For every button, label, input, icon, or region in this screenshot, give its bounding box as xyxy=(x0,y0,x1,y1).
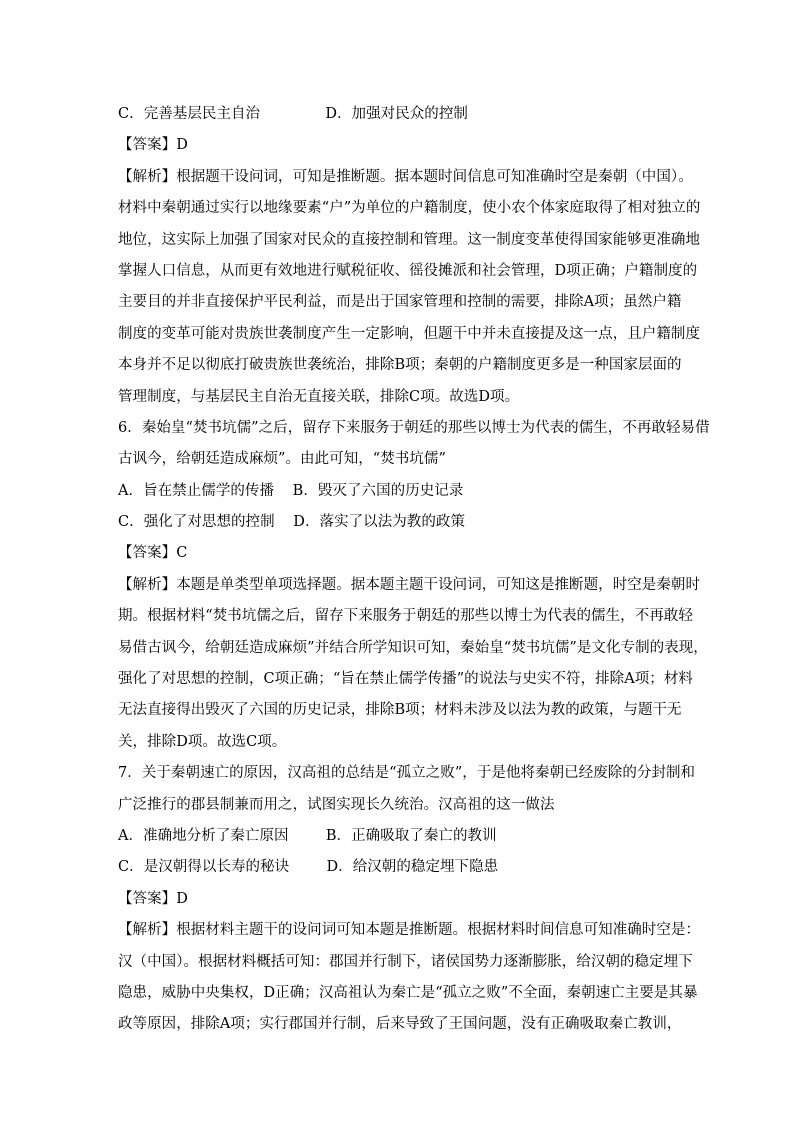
document-page xyxy=(118,99,710,1041)
option-row-c-d: C．是汉朝得以长寿的秘诀 D．给汉朝的稳定埋下隐患 xyxy=(118,859,499,876)
analysis-line: 掌握人口信息，从而更有效地进行赋税征收、徭役摊派和社会管理，D项正确；户籍制度的 xyxy=(118,262,698,279)
analysis-line: 【解析】根据题干设问词，可知是推断题。据本题时间信息可知准确时空是秦朝（中国）。 xyxy=(118,168,693,185)
question-6-stem: 古讽今，给朝廷造成麻烦”。由此可知，“焚书坑儒” xyxy=(118,451,446,468)
analysis-line: 制度的变革可能对贵族世袭制度产生一定影响，但题干中并未直接提及这一点，且户籍制度 xyxy=(118,325,700,342)
option-row-c-d: C．强化了对思想的控制 D．落实了以法为教的政策 xyxy=(118,514,466,531)
answer-label: 【答案】C xyxy=(118,545,188,562)
answer-label: 【答案】D xyxy=(118,890,188,907)
answer-label: 【答案】D xyxy=(118,137,188,154)
question-7-stem: 广泛推行的郡县制兼而用之，试图实现长久统治。汉高祖的这一做法 xyxy=(118,796,555,813)
analysis-line: 政等原因，排除A项；实行郡国并行制，后来导致了王国问题，没有正确吸取秦亡教训， xyxy=(118,1016,682,1033)
option-row-a-b: A．旨在禁止儒学的传播 B．毁灭了六国的历史记录 xyxy=(118,482,464,499)
analysis-line: 主要目的并非直接保护平民利益，而是出于国家管理和控制的需要，排除A项；虽然户籍 xyxy=(118,294,682,311)
analysis-line: 易借古讽今，给朝廷造成麻烦”并结合所学知识可知，秦始皇“焚书坑儒”是文化专制的表现， xyxy=(118,639,708,656)
analysis-line: 管理制度，与基层民主自治无直接关联，排除C项。故选D项。 xyxy=(118,388,520,405)
question-7-stem: 7．关于秦朝速亡的原因，汉高祖的总结是“孤立之败”，于是他将秦朝已经废除的分封制和 xyxy=(118,765,696,782)
analysis-line: 材料中秦朝通过实行以地缘要素“户”为单位的户籍制度，使小农个体家庭取得了相对独立的 xyxy=(118,200,701,217)
analysis-line: 本身并不足以彻底打破贵族世袭统治，排除B项；秦朝的户籍制度更多是一种国家层面的 xyxy=(118,357,682,374)
analysis-line: 【解析】本题是单类型单项选择题。据本题主题干设问词，可知这是推断题，时空是秦朝时 xyxy=(118,576,700,593)
analysis-line: 期。根据材料“焚书坑儒之后，留存下来服务于朝廷的那些以博士为代表的儒生，不再敢轻 xyxy=(118,608,693,625)
option-row-c-d: C．完善基层民主自治 D．加强对民众的控制 xyxy=(118,106,468,122)
analysis-line: 强化了对思想的控制，C项正确；“旨在禁止儒学传播”的说法与史实不符，排除A项；材料 xyxy=(118,671,693,688)
analysis-line: 隐患，威胁中央集权，D正确；汉高祖认为秦亡是“孤立之败”不全面，秦朝速亡主要是其暴 xyxy=(118,984,698,1001)
question-6-stem: 6．秦始皇“焚书坑儒”之后，留存下来服务于朝廷的那些以博士为代表的儒生，不再敢轻易借 xyxy=(118,419,710,436)
analysis-line: 无法直接得出毁灭了六国的历史记录，排除B项；材料未涉及以法为教的政策，与题干无 xyxy=(118,702,682,719)
option-row-a-b: A．准确地分析了秦亡原因 B．正确吸取了秦亡的教训 xyxy=(118,827,497,844)
analysis-line: 【解析】根据材料主题干的设问词可知本题是推断题。根据材料时间信息可知准确时空是： xyxy=(118,922,700,939)
analysis-line: 汉（中国）。根据材料概括可知：郡国并行制下，诸侯国势力逐渐膨胀，给汉朝的稳定埋下 xyxy=(118,953,693,970)
analysis-line: 关，排除D项。故选C项。 xyxy=(118,733,287,750)
analysis-line: 地位，这实际上加强了国家对民众的直接控制和管理。这一制度变革使得国家能够更准确地 xyxy=(118,231,700,248)
